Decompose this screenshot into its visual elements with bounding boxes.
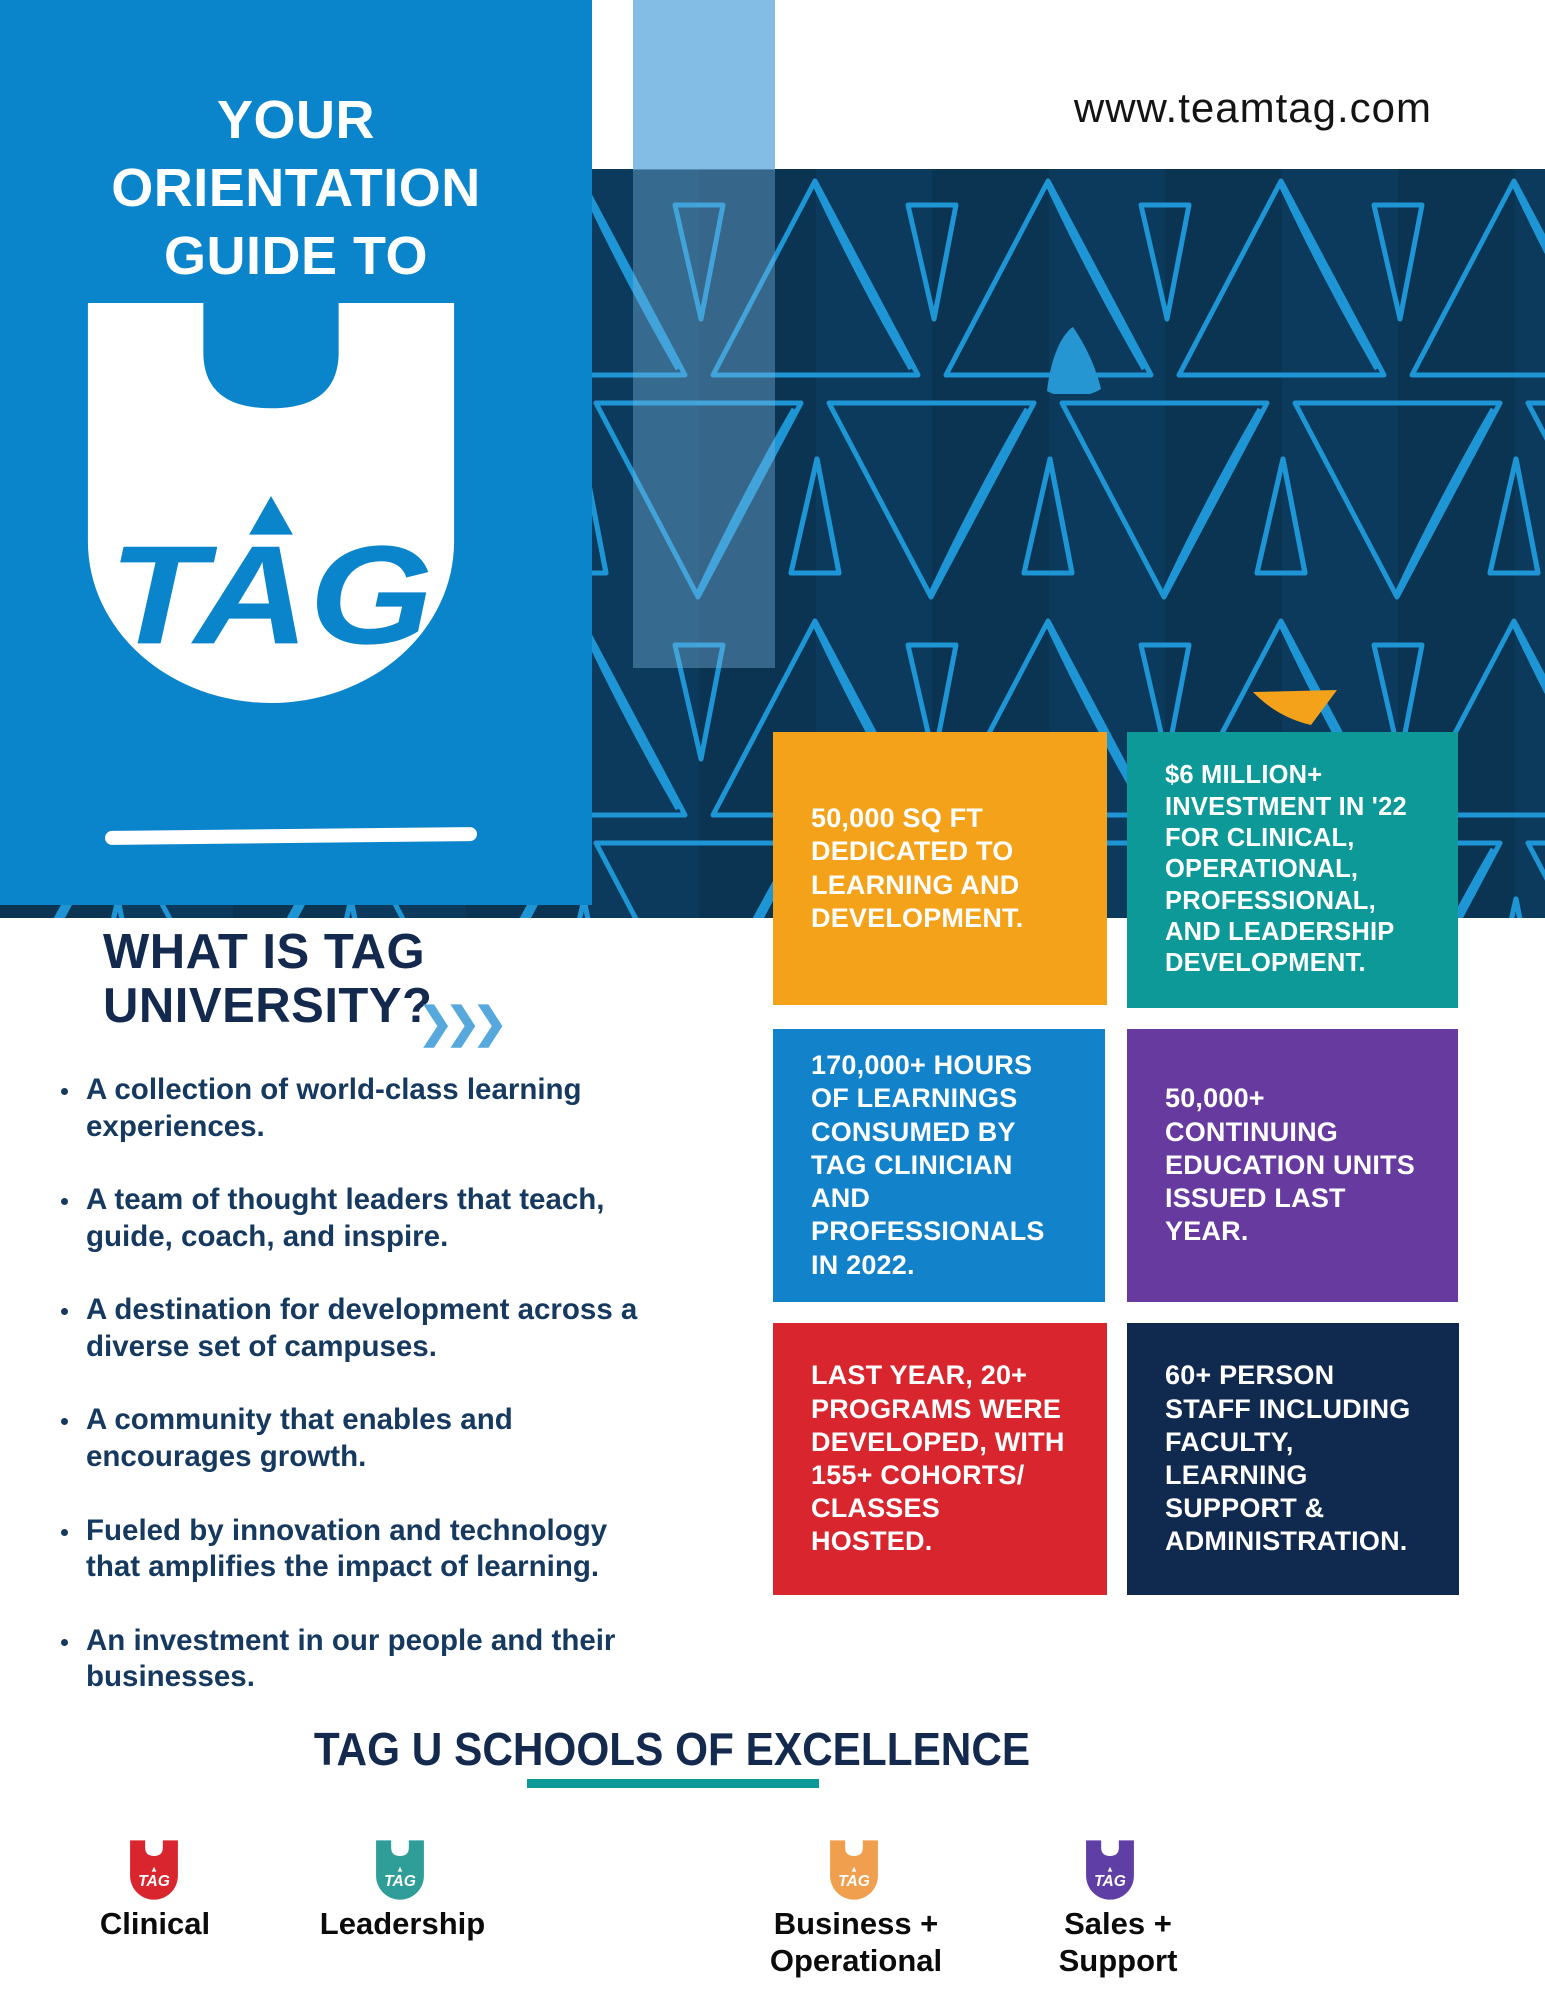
clinical-school-icon bbox=[128, 1836, 180, 1902]
intro-heading-line-1: WHAT IS TAG bbox=[103, 925, 426, 979]
schools-heading: TAG U SCHOOLS OF EXCELLENCE bbox=[313, 1723, 1031, 1775]
stat-hours-of-learning: 170,000+ HOURS OF LEARNINGS CONSUMED BY TAG CLINICIAN AND PROFESSIONALS IN 2022. bbox=[773, 1029, 1105, 1302]
stat-investment: $6 MILLION+ INVESTMENT IN '22 FOR CLINICAL, OPERATIONAL, PROFESSIONAL, AND LEADERSHIP DEVELOPMENT. bbox=[1127, 732, 1458, 1008]
intro-bullet-list bbox=[48, 1072, 642, 1733]
header-underline bbox=[105, 827, 477, 845]
bullet-item: • An investment in our people and their businesses. bbox=[82, 1623, 642, 1696]
school-label-sales-support: Sales + Support bbox=[1058, 1906, 1178, 1978]
orange-accent-shape bbox=[1253, 690, 1337, 726]
light-blue-band bbox=[633, 0, 775, 668]
bullet-item: • A community that enables and encourages growth. bbox=[82, 1402, 642, 1475]
bullet-item: • A destination for development across a diverse set of campuses. bbox=[82, 1292, 642, 1365]
website-url[interactable]: www.teamtag.com bbox=[1073, 84, 1432, 131]
business-operational-school-icon bbox=[828, 1836, 880, 1902]
chevron-right-icons: ❯❯❯ bbox=[418, 999, 500, 1046]
school-label-business-operational: Business + Operational bbox=[769, 1906, 943, 1978]
intro-heading bbox=[103, 925, 663, 1033]
title-line-3: GUIDE TO bbox=[163, 226, 429, 286]
stat-continuing-education: 50,000+ CONTINUING EDUCATION UNITS ISSUED LAST YEAR. bbox=[1127, 1029, 1458, 1302]
title-line-2: ORIENTATION bbox=[111, 158, 481, 218]
intro-heading-line-2: UNIVERSITY? bbox=[103, 979, 433, 1033]
stat-staff: 60+ PERSON STAFF INCLUDING FACULTY, LEARNING SUPPORT & ADMINISTRATION. bbox=[1127, 1323, 1459, 1595]
bullet-item: • Fueled by innovation and technology that amplifies the impact of learning. bbox=[82, 1513, 642, 1586]
page-title bbox=[40, 86, 552, 290]
light-blue-accent-shape bbox=[1043, 327, 1101, 394]
tag-u-logo bbox=[72, 282, 470, 710]
schools-heading-underline bbox=[527, 1779, 819, 1788]
sales-support-school-icon bbox=[1084, 1836, 1136, 1902]
school-label-clinical: Clinical bbox=[99, 1906, 211, 1941]
stat-square-footage: 50,000 SQ FT DEDICATED TO LEARNING AND DEVELOPMENT. bbox=[773, 732, 1107, 1005]
logo-wordmark: TAG bbox=[108, 516, 434, 674]
title-line-1: YOUR bbox=[216, 90, 375, 150]
school-label-leadership: Leadership bbox=[319, 1906, 486, 1941]
stat-programs-cohorts: LAST YEAR, 20+ PROGRAMS WERE DEVELOPED, WITH 155+ COHORTS/ CLASSES HOSTED. bbox=[773, 1323, 1107, 1595]
bullet-item: • A collection of world-class learning experiences. bbox=[82, 1072, 642, 1145]
header-panel bbox=[0, 0, 592, 905]
leadership-school-icon bbox=[374, 1836, 426, 1902]
bullet-item: • A team of thought leaders that teach, guide, coach, and inspire. bbox=[82, 1182, 642, 1255]
